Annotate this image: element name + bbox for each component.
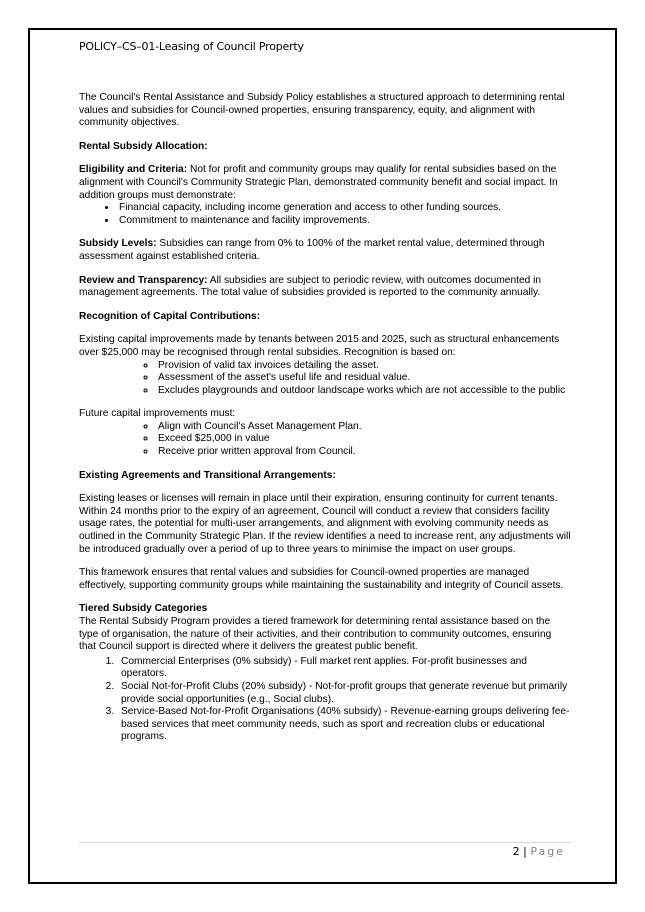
list-item: ◦ Excludes playgrounds and outdoor landscape works which are not accessible to the public — [156, 385, 571, 398]
review-paragraph — [79, 275, 571, 300]
page-label: Page — [530, 845, 565, 858]
tiered-list — [79, 656, 571, 744]
review-label: Review and Transparency: — [79, 274, 208, 286]
page-footer — [513, 845, 565, 858]
list-item: 3. Service-Based Not-for-Profit Organisations (40% subsidy) - Revenue-earning groups delivering fee-based services that meet community needs, such as sport and recreation clubs or educational programs. — [117, 706, 571, 744]
list-item: ◦ Receive prior written approval from Council. — [156, 446, 571, 459]
subsidy-levels-paragraph — [79, 238, 571, 263]
document-body — [79, 92, 571, 744]
subsidy-levels-label: Subsidy Levels: — [79, 238, 157, 250]
capital-heading: Recognition of Capital Contributions: — [79, 310, 261, 322]
tiered-paragraph: The Rental Subsidy Program provides a tiered framework for determining rental assistance based on the type of organisation, the nature of their activities, and their contribution to community outcomes, ensuring that Council support is directed where it delivers the greatest public benefit. — [79, 616, 552, 653]
list-item: • Financial capacity, including income generation and access to other funding sources. — [117, 202, 571, 215]
page-header: POLICY–CS–01-Leasing of Council Property — [79, 40, 304, 53]
tiered-heading: Tiered Subsidy Categories — [79, 603, 208, 615]
review-text: All subsidies are subject to periodic review, with outcomes documented in management agreements. The total value of subsidies provided is reported to the community annually. — [79, 274, 542, 299]
eligibility-text: Not for profit and community groups may qualify for rental subsidies based on the alignment with Council's Community Strategic Plan, demonstrated community benefit and social impact. In addition groups must demonstrate: — [79, 164, 558, 201]
list-item: ◦ Assessment of the asset's useful life and residual value. — [156, 372, 571, 385]
list-item: • Commitment to maintenance and facility improvements. — [117, 215, 571, 228]
list-item: ◦ Provision of valid tax invoices detailing the asset. — [156, 360, 571, 373]
rental-subsidy-heading: Rental Subsidy Allocation: — [79, 140, 208, 152]
eligibility-paragraph — [79, 164, 571, 202]
list-item: 1. Commercial Enterprises (0% subsidy) - Full market rent applies. For-profit businesses and operators. — [117, 656, 571, 681]
page-number: 2 — [512, 845, 520, 858]
transitional-heading: Existing Agreements and Transitional Arrangements: — [79, 469, 336, 481]
footer-divider — [79, 842, 571, 843]
eligibility-list — [79, 202, 571, 227]
list-item: ◦ Exceed $25,000 in value — [156, 433, 571, 446]
list-item: 2. Social Not-for-Profit Clubs (20% subsidy) - Not-for-profit groups that generate revenue but primarily provide social opportunities (e.g., Social clubs). — [117, 681, 571, 706]
list-item: ◦ Align with Council's Asset Management Plan. — [156, 421, 571, 434]
future-capital-list — [79, 421, 571, 459]
existing-capital-list — [79, 360, 571, 398]
framework-paragraph: This framework ensures that rental values and subsidies for Council-owned properties are managed effectively, supporting community groups while maintaining the sustainability and integrity of Council assets. — [79, 567, 564, 591]
subsidy-levels-text: Subsidies can range from 0% to 100% of the market rental value, determined through assessment against established criteria. — [79, 238, 545, 262]
page-separator: | — [519, 845, 531, 858]
existing-capital-paragraph: Existing capital improvements made by tenants between 2015 and 2025, such as structural enhancements over $25,000 may be recognised through rental subsidies. Recognition is based on: — [79, 334, 560, 358]
transitional-paragraph: Existing leases or licenses will remain in place until their expiration, ensuring continuity for current tenants. Within 24 months prior to the expiry of an agreement, Council will conduct a review that considers facility usage rates, the potential for multi-user arrangements, and alignment with evolving community needs as outlined in the Community Strategic Plan. If the review identifies a need to increase rent, any adjustments will be introduced gradually over a period of up to three years to minimise the impact on user groups. — [79, 493, 571, 555]
eligibility-label: Eligibility and Criteria: — [79, 164, 188, 176]
future-capital-paragraph: Future capital improvements must: — [79, 408, 236, 420]
intro-paragraph: The Council's Rental Assistance and Subsidy Policy establishes a structured approach to determining rental values and subsidies for Council-owned properties, ensuring transparency, equity, and alignment with community objectives. — [79, 92, 565, 129]
